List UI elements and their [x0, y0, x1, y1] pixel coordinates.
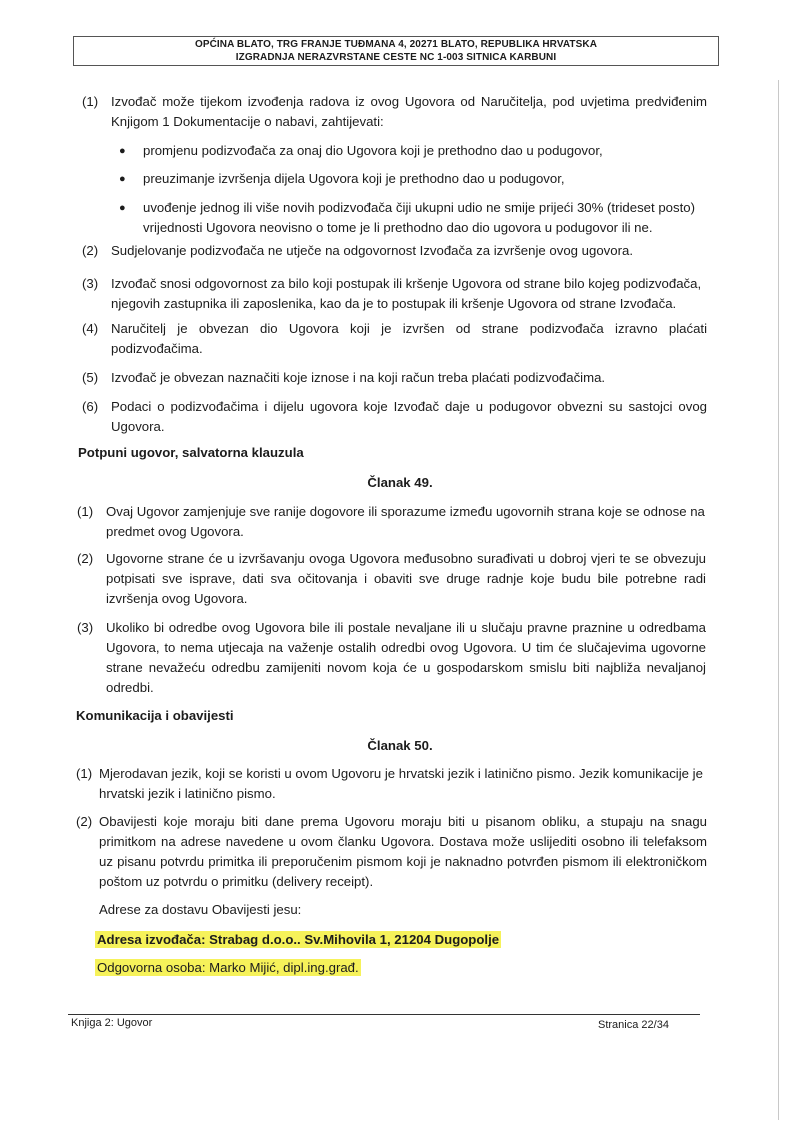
header-line-1: OPĆINA BLATO, TRG FRANJE TUĐMANA 4, 20271 BLATO, REPUBLIKA HRVATSKA [194, 39, 598, 50]
paragraph-number: (1) [82, 94, 99, 109]
paragraph-text: Obavijesti koje moraju biti dane prema Ugovoru moraju biti u pisanom obliku, a stupaju na snagu primitkom na adrese navedene u ovom članku Ugovora. Dostava može uslijediti osobno ili telefaksom uz pisanu potvrdu primitka ili preporučenim pismom koji je naknadno potvrđen pismom ili elektroničkom poštom uz potvrdu o primitku (delivery receipt). [99, 814, 707, 889]
paragraph-text: Naručitelj je obvezan dio Ugovora koji je izvršen od strane podizvođača izravno plaćati podizvođačima. [111, 321, 707, 356]
paragraph-text: Sudjelovanje podizvođača ne utječe na odgovornost Izvođača za izvršenje ovog ugovora. [111, 243, 633, 258]
contractor-address-text: Adresa izvođača: Strabag d.o.o.. Sv.Mihovila 1, 21204 Dugopolje [97, 932, 500, 947]
responsible-person-text: Odgovorna osoba: Marko Mijić, dipl.ing.građ. [97, 960, 359, 975]
bullet-icon: ● [119, 145, 126, 157]
paragraph-text: Ovaj Ugovor zamjenjuje sve ranije dogovore ili sporazume između ugovornih strana koje se odnose na predmet ovog Ugovora. [106, 504, 705, 539]
document-header [73, 36, 719, 66]
paragraph-text: Izvođač snosi odgovornost za bilo koji postupak ili kršenje Ugovora od strane bilo kojeg podizvođača, njegovih zastupnika ili zaposlenika, kao da je to postupak ili kršenje Ugovora od strane Izvođača. [111, 276, 702, 311]
footer-book-label: Knjiga 2: Ugovor [71, 1017, 153, 1029]
header-line-2: IZGRADNJA NERAZVRSTANE CESTE NC 1-003 SITNICA KARBUNI [235, 52, 557, 63]
contractor-address [95, 930, 501, 950]
bullet-icon: ● [119, 173, 126, 185]
paragraph-number: (1) [77, 504, 94, 519]
article-title: Članak 49. [367, 475, 433, 490]
paragraph-number: (2) [77, 551, 94, 566]
paragraph-number: (2) [76, 814, 93, 829]
footer-page-number: Stranica 22/34 [598, 1019, 669, 1031]
paragraph-text: Ukoliko bi odredbe ovog Ugovora bile ili postale nevaljane ili u slučaju pravne praznine u odredbama Ugovora, to nema utjecaja na važenje ostalih odredbi ovog Ugovora. U tim će slučajevima ugovorne strane nevažeću odredbu zamijeniti novom koja će u gospodarskom smislu biti najbliža nevaljanoj odredbi. [106, 620, 706, 695]
paragraph-number: (3) [82, 276, 99, 291]
section-heading: Potpuni ugovor, salvatorna klauzula [78, 445, 304, 460]
paragraph-number: (6) [82, 399, 99, 414]
page-edge-line [778, 80, 779, 1120]
paragraph-number: (2) [82, 243, 99, 258]
list-item-text: preuzimanje izvršenja dijela Ugovora koji je prethodno dao u podugovor, [143, 171, 565, 186]
list-item-text: promjenu podizvođača za onaj dio Ugovora koji je prethodno dao u podugovor, [143, 143, 603, 158]
paragraph-number: (3) [77, 620, 94, 635]
paragraph-number: (4) [82, 321, 99, 336]
paragraph-text: Ugovorne strane će u izvršavanju ovoga Ugovora međusobno surađivati u dobroj vjeri te se obvezuju potpisati sve isprave, dati sva očitovanja i obaviti sve druge radnje koje budu bile potrebne radi izvršenja ovog Ugovora. [106, 551, 706, 606]
addresses-intro: Adrese za dostavu Obavijesti jesu: [99, 902, 302, 917]
article-title: Članak 50. [367, 738, 433, 753]
footer-divider [68, 1014, 700, 1015]
list-item-text: uvođenje jednog ili više novih podizvođača čiji ukupni udio ne smije prijeći 30% (trideset posto) vrijednosti Ugovora neovisno o tome je li prethodno dao dio ugovora u podugovor ili ne. [143, 200, 695, 235]
paragraph-text: Izvođač može tijekom izvođenja radova iz ovog Ugovora od Naručitelja, pod uvjetima predviđenim Knjigom 1 Dokumentacije o nabavi, zahtijevati: [111, 94, 707, 129]
bullet-icon: ● [119, 202, 126, 214]
paragraph-number: (5) [82, 370, 99, 385]
section-heading: Komunikacija i obavijesti [76, 708, 234, 723]
responsible-person [95, 958, 361, 978]
paragraph-text: Podaci o podizvođačima i dijelu ugovora koje Izvođač daje u podugovor obvezni su sastojci ovog Ugovora. [111, 399, 707, 434]
paragraph-number: (1) [76, 766, 93, 781]
paragraph-text: Izvođač je obvezan naznačiti koje iznose i na koji račun treba plaćati podizvođačima. [111, 370, 606, 385]
paragraph-text: Mjerodavan jezik, koji se koristi u ovom Ugovoru je hrvatski jezik i latinično pismo. Jezik komunikacije je hrvatski jezik i latinično pismo. [99, 766, 703, 801]
